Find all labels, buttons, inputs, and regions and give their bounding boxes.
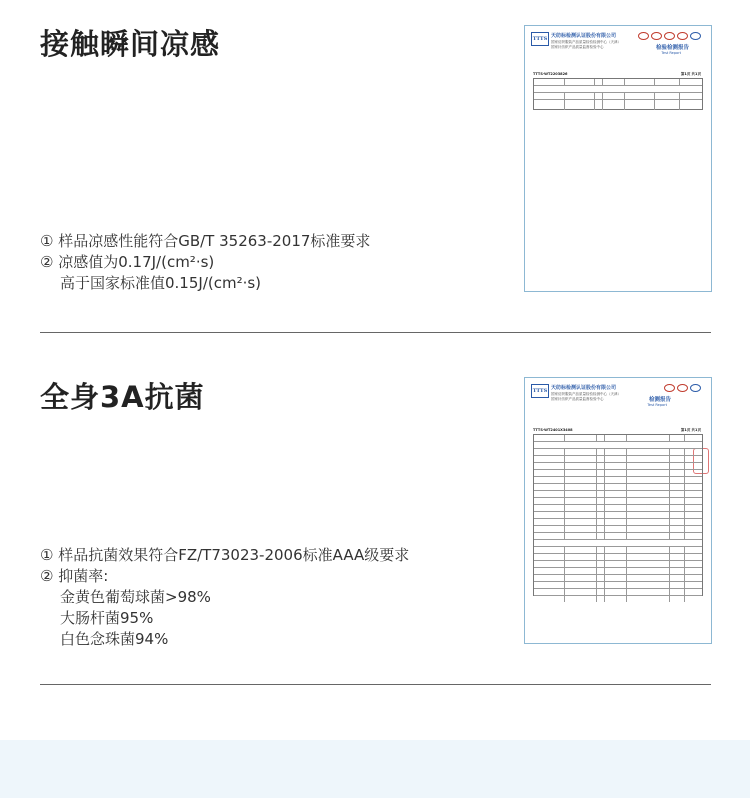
antibacterial-bullets: [40, 545, 409, 650]
report-title-en: Test Report: [647, 403, 667, 407]
bullet-item: ① 样品抗菌效果符合FZ/T73023-2006标准AAA级要求: [40, 546, 410, 564]
report-header: [525, 378, 711, 418]
report-logo: TTTS: [531, 384, 549, 398]
report-number: TTTS-WT2401X3408: [533, 428, 573, 432]
certification-marks-icon: [664, 384, 701, 392]
section-divider: [40, 684, 711, 685]
bullet-item: 白色念珠菌94%: [60, 630, 169, 648]
report-table: [533, 434, 703, 596]
report-logo: TTTS: [531, 32, 549, 46]
report-org: 天纺标检测认证股份有限公司: [551, 33, 617, 39]
report-page: 第1页 共1页: [680, 428, 701, 432]
report-title: 检测报告: [648, 397, 671, 403]
report-table: [533, 78, 703, 110]
report-number: TTTS-WT2203826: [533, 72, 568, 76]
report-subtitle: 国家纺织服装产品质量检验检测中心（天津） 国家针纺织产品质量监督检验中心: [551, 40, 621, 49]
bullet-item: 金黄色葡萄球菌>98%: [60, 588, 211, 606]
report-org: 天纺标检测认证股份有限公司: [551, 385, 617, 391]
report-title: 检验检测报告: [655, 45, 689, 51]
certification-marks-icon: [638, 32, 701, 40]
footer-band: [0, 740, 750, 798]
report-subtitle: 国家纺织服装产品质量检验检测中心（天津） 国家针纺织产品质量监督检验中心: [551, 392, 621, 401]
cooling-bullets: [40, 231, 370, 294]
section-divider: [40, 332, 711, 333]
report-page: 第1页 共1页: [680, 72, 701, 76]
section-title-cooling: 接触瞬间凉感: [40, 27, 221, 61]
bullet-item: ① 样品凉感性能符合GB/T 35263-2017标准要求: [40, 232, 371, 250]
section-title-antibacterial: 全身3A抗菌: [40, 380, 205, 414]
bullet-item: 高于国家标准值0.15J/(cm²·s): [60, 274, 262, 292]
cooling-test-report: [524, 25, 712, 292]
bullet-item: ② 抑菌率:: [40, 567, 109, 585]
bullet-item: ② 凉感值为0.17J/(cm²·s): [40, 253, 215, 271]
report-title-en: Test Report: [661, 51, 681, 55]
bullet-item: 大肠杆菌95%: [60, 609, 154, 627]
antibacterial-test-report: [524, 377, 712, 644]
report-header: [525, 26, 711, 66]
